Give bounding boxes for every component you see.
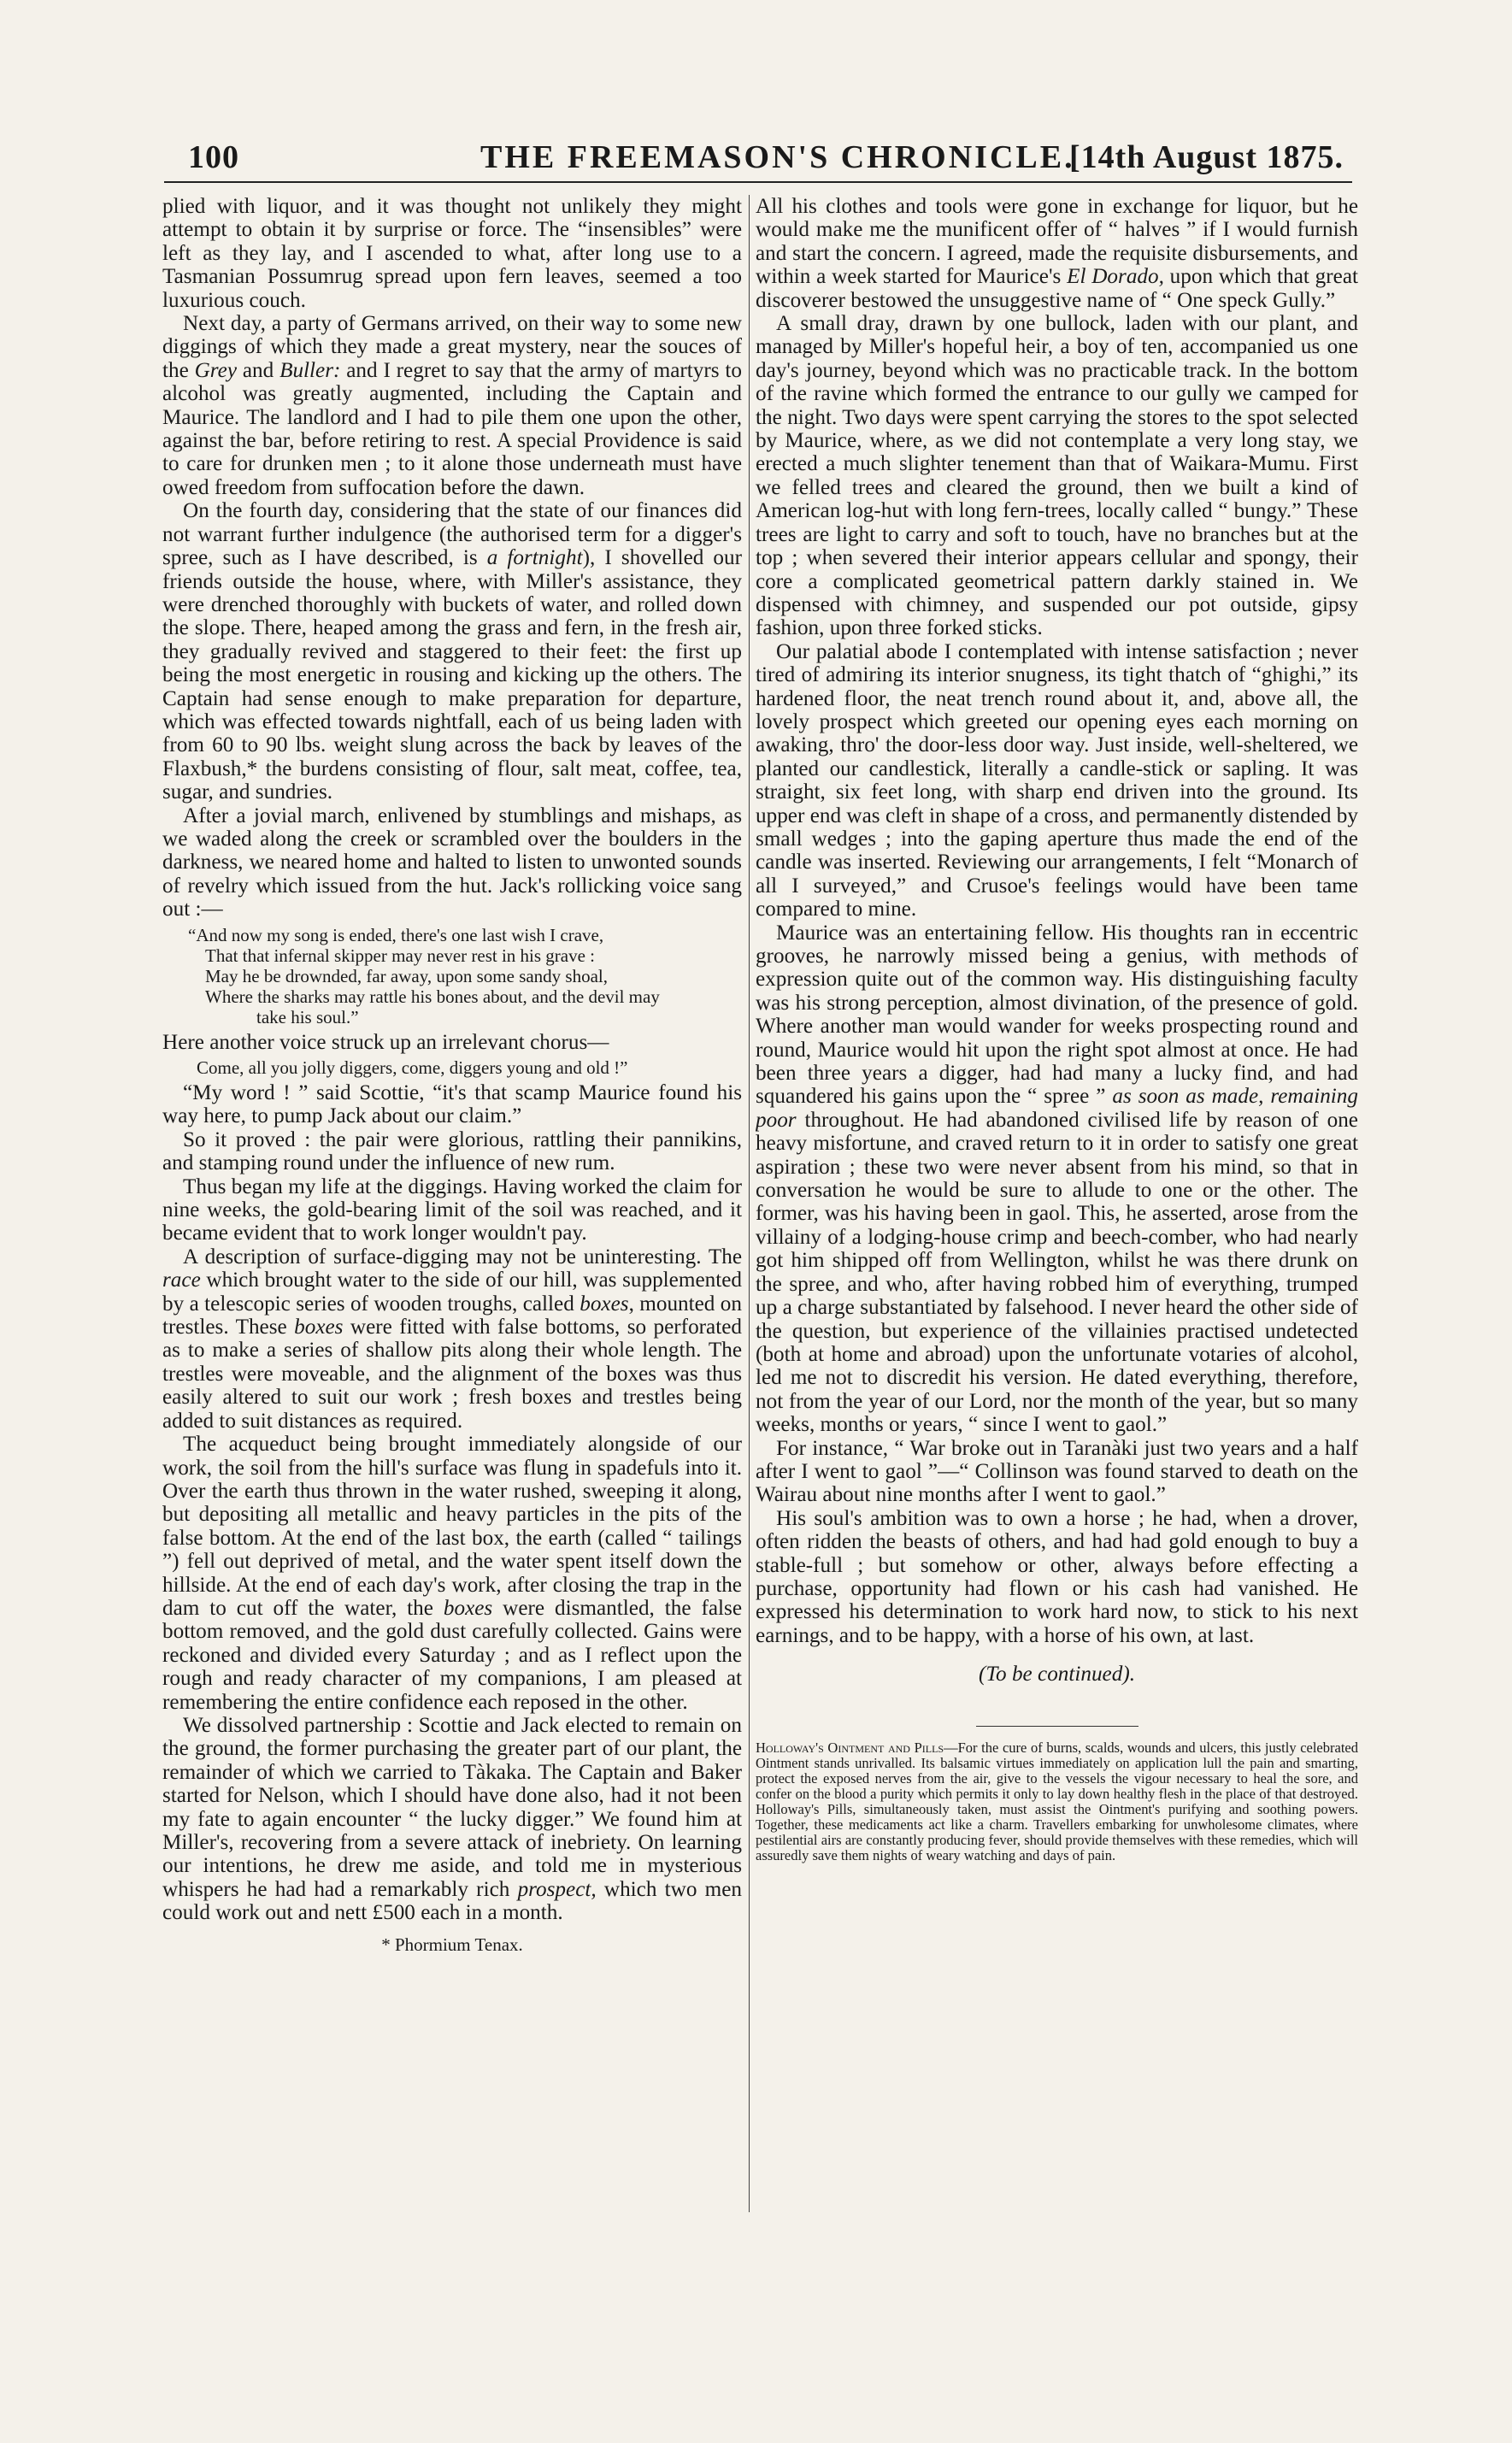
- issue-date: [14th August 1875.: [1069, 139, 1344, 175]
- paragraph: A description of surface-digging may not be uninteresting. The race which brought water to the side of our hill, was supplemented by a telescopic series of wooden troughs, called boxes, mounted on trestles. These boxes were fitted with false bottoms, so perforated as to make a series of shallow pits along their whole length. The trestles were moveable, and the alignment of the boxes was thus easily altered to suit our work ; fresh boxes and trestles being added to suit distances as required.: [162, 1245, 742, 1433]
- paragraph: The acqueduct being brought immediately alongside of our work, the soil from the hill's surface was flung in spadefuls into it. Over the earth thus thrown in the water rushed, sweeping it along, but depositing all metallic and heavy particles in the pits of the false bottom. At the end of the last box, the earth (called “ tailings ”) fell out deprived of metal, and the water spent itself down the hillside. At the end of each day's work, after closing the trap in the dam to cut off the water, the boxes were dismantled, the false bottom removed, and the gold dust carefully collected. Gains were reckoned and divided every Saturday ; and as I reflect upon the rough and ready character of my companions, I am pleased at remembering the entire confidence each reposed in the other.: [162, 1433, 742, 1714]
- column-divider: [749, 195, 750, 2212]
- paragraph: Thus began my life at the diggings. Having worked the claim for nine weeks, the gold-bearing limit of the soil was reached, and it became evident that to work longer wouldn't pay.: [162, 1174, 742, 1245]
- publication-title: THE FREEMASON'S CHRONICLE.: [480, 139, 1075, 175]
- paragraph: A small dray, drawn by one bullock, laden with our plant, and managed by Miller's hopeful heir, a boy of ten, accompanied us one day's journey, beyond which was no practicable track. In the bottom of the ravine which formed the entrance to our gully we camped for the night. Two days were spent carrying the stores to the spot selected by Maurice, where, as we did not contemplate a very long stay, we erected a much slighter tenement than that of Waikara-Mumu. First we felled trees and cleared the ground, then we built a kind of American log-hut with long fern-trees, locally called “ bungy.” These trees are light to carry and soft to touch, have no branches but at the top ; when severed their interior appears cellular and spongy, their core a complicated geometrical pattern darkly stained in. We dispensed with chimney, and suspended our pot outside, gipsy fashion, upon three forked sticks.: [756, 312, 1358, 640]
- verse-line: Where the sharks may rattle his bones about, and the devil may: [205, 986, 660, 1007]
- paragraph: After a jovial march, enlivened by stumblings and mishaps, as we waded along the creek or scrambled over the boulders in the darkness, we neared home and halted to listen to unwonted sounds of revelry which issued from the hut. Jack's rollicking voice sang out :—: [162, 804, 742, 921]
- song-verse: [188, 925, 742, 1027]
- paragraph: For instance, “ War broke out in Taranàki just two years and a half after I went to gaol ”—“ Collinson was found starved to death on the Wairau about nine months after I went to gaol.”: [756, 1436, 1358, 1507]
- page-header: [164, 138, 1352, 183]
- paragraph: “My word ! ” said Scottie, “it's that scamp Maurice found his way here, to pump Jack about our claim.”: [162, 1081, 742, 1128]
- left-column: [162, 195, 742, 2366]
- paragraph: So it proved : the pair were glorious, rattling their pannikins, and stamping round under the influence of new rum.: [162, 1127, 742, 1175]
- page-number: 100: [188, 139, 239, 175]
- paragraph: On the fourth day, considering that the state of our finances did not warrant further indulgence (the authorised term for a digger's spree, such as I have described, is a fortnight), I shovelled our friends outside the house, where, with Miller's assistance, they were drenched thoroughly with buckets of water, and rolled down the slope. There, heaped among the grass and fern, in the fresh air, they gradually revived and staggered to their feet: the first up being the most energetic in rousing and kicking up the others. The Captain had sense enough to make preparation for departure, which was effected towards nightfall, each of us being laden with from 60 to 90 lbs. weight slung across the back by leaves of the Flaxbush,* the burdens consisting of flour, salt meat, coffee, tea, sugar, and sundries.: [162, 499, 742, 804]
- advertisement: Holloway's Ointment and Pills—For the cure of burns, scalds, wounds and ulcers, this justly celebrated Ointment stands unrivalled. Its balsamic virtues immediately on application lull the pain and smarting, protect the exposed nerves from the air, give to the vessels the vigour necessary to heal the sore, and confer on the blood a purity which permits it only to lay down healthy flesh in the place of that destroyed. Holloway's Pills, simultaneously taken, must assist the Ointment's purifying and soothing powers. Together, these medicaments act like a charm. Travellers embarking for unwholesome climates, where pestilential airs are constantly producing fever, should provide themselves with these remedies, which will assuredly save them nights of weary watching and days of pain.: [756, 1739, 1358, 1863]
- footnote: * Phormium Tenax.: [381, 1934, 523, 1955]
- paragraph: Next day, a party of Germans arrived, on their way to some new diggings of which they made a great mystery, near the souces of the Grey and Buller: and I regret to say that the army of martyrs to alcohol was greatly augmented, including the Captain and Maurice. The landlord and I had to pile them one upon the other, against the bar, before retiring to rest. A special Providence is said to care for drunken men ; to it alone those underneath must have owed freedom from suffocation before the dawn.: [162, 312, 742, 499]
- chorus-line: Come, all you jolly diggers, come, diggers young and old !”: [197, 1057, 628, 1078]
- paragraph: We dissolved partnership : Scottie and Jack elected to remain on the ground, the former purchasing the greater part of our plant, the remainder of which we carried to Tàkaka. The Captain and Baker started for Nelson, which I should have done also, had it not been my fate to again encounter “ the lucky digger.” We found him at Miller's, recovering from a severe attack of inebriety. On learning our intentions, he drew me aside, and told me in mysterious whispers he had had a remarkably rich prospect, which two men could work out and nett £500 each in a month.: [162, 1713, 742, 1925]
- paragraph: Here another voice struck up an irrelevant chorus—: [162, 1030, 609, 1054]
- section-rule: [976, 1726, 1138, 1727]
- paragraph: Our palatial abode I contemplated with intense satisfaction ; never tired of admiring its interior snugness, its tight thatch of “ghighi,” its hardened floor, the neat trench round about it, and, above all, the lovely prospect which greeted our opening eyes each morning on awaking, thro' the door-less door way. Just inside, well-sheltered, we planted our candlestick, literally a candle-stick or sapling. It was straight, six feet long, with sharp end driven into the ground. Its upper end was cleft in shape of a cross, and permanently distended by small wedges ; into the gaping aperture thus made the end of the candle was inserted. Reviewing our arrangements, I felt “Monarch of all I surveyed,” and Crusoe's feelings would have been tame compared to mine.: [756, 639, 1358, 921]
- paragraph: All his clothes and tools were gone in exchange for liquor, but he would make me the munificent offer of “ halves ” if I would furnish and start the concern. I agreed, made the requisite disbursements, and within a week started for Maurice's El Dorado, upon which that great discoverer bestowed the unsuggestive name of “ One speck Gully.”: [756, 195, 1358, 312]
- paragraph: plied with liquor, and it was thought not unlikely they might attempt to obtain it by surprise or force. The “insensibles” were left as they lay, and I ascended to what, after long use to a Tasmanian Possumrug spread upon fern leaves, seemed a too luxurious couch.: [162, 195, 742, 312]
- verse-line: “And now my song is ended, there's one last wish I crave,: [188, 924, 604, 945]
- paragraph: His soul's ambition was to own a horse ; he had, when a drover, often ridden the beasts of others, and had had gold enough to buy a stable-full ; but somehow or other, always before effecting a purchase, opportunity had flown or his cash had vanished. He expressed his determination to work hard now, to stick to his next earnings, and to be happy, with a horse of his own, at last.: [756, 1506, 1358, 1647]
- verse-line: That that infernal skipper may never rest in his grave :: [205, 945, 596, 966]
- verse-line: take his soul.”: [256, 1006, 359, 1027]
- to-be-continued: (To be continued).: [978, 1663, 1136, 1687]
- right-column: [756, 195, 1358, 2366]
- verse-line: May he be drownded, far away, upon some sandy shoal,: [205, 965, 609, 986]
- paragraph: Maurice was an entertaining fellow. His thoughts ran in eccentric grooves, he narrowly missed being a genius, with methods of expression quite out of the common way. His distinguishing faculty was his strong perception, almost divination, of the presence of gold. Where another man would wander for weeks prospecting round and round, Maurice would hit upon the right spot almost at once. He had been three years a digger, had had many a lucky find, and had squandered his gains upon the “ spree ” as soon as made, remaining poor throughout. He had abandoned civilised life by reason of one heavy misfortune, and craved return to it in order to satisfy one great aspiration ; these two were never absent from his mind, so that in conversation he would be sure to allude to one or the other. The former, was his having been in gaol. This, he asserted, arose from the villainy of a lodging-house crimp and beech-comber, who had nearly got him shipped off from Wellington, whilst he was there drunk on the spree, and who, after having robbed him of everything, trumped up a charge substantiated by falsehood. I never heard the other side of the question, but experience of the villainies practised undetected (both at home and abroad) upon the unfortunate votaries of alcohol, led me not to discredit his version. He dated everything, therefore, not from the year of our Lord, nor the month of the year, but so many weeks, months or years, “ since I went to gaol.”: [756, 921, 1358, 1437]
